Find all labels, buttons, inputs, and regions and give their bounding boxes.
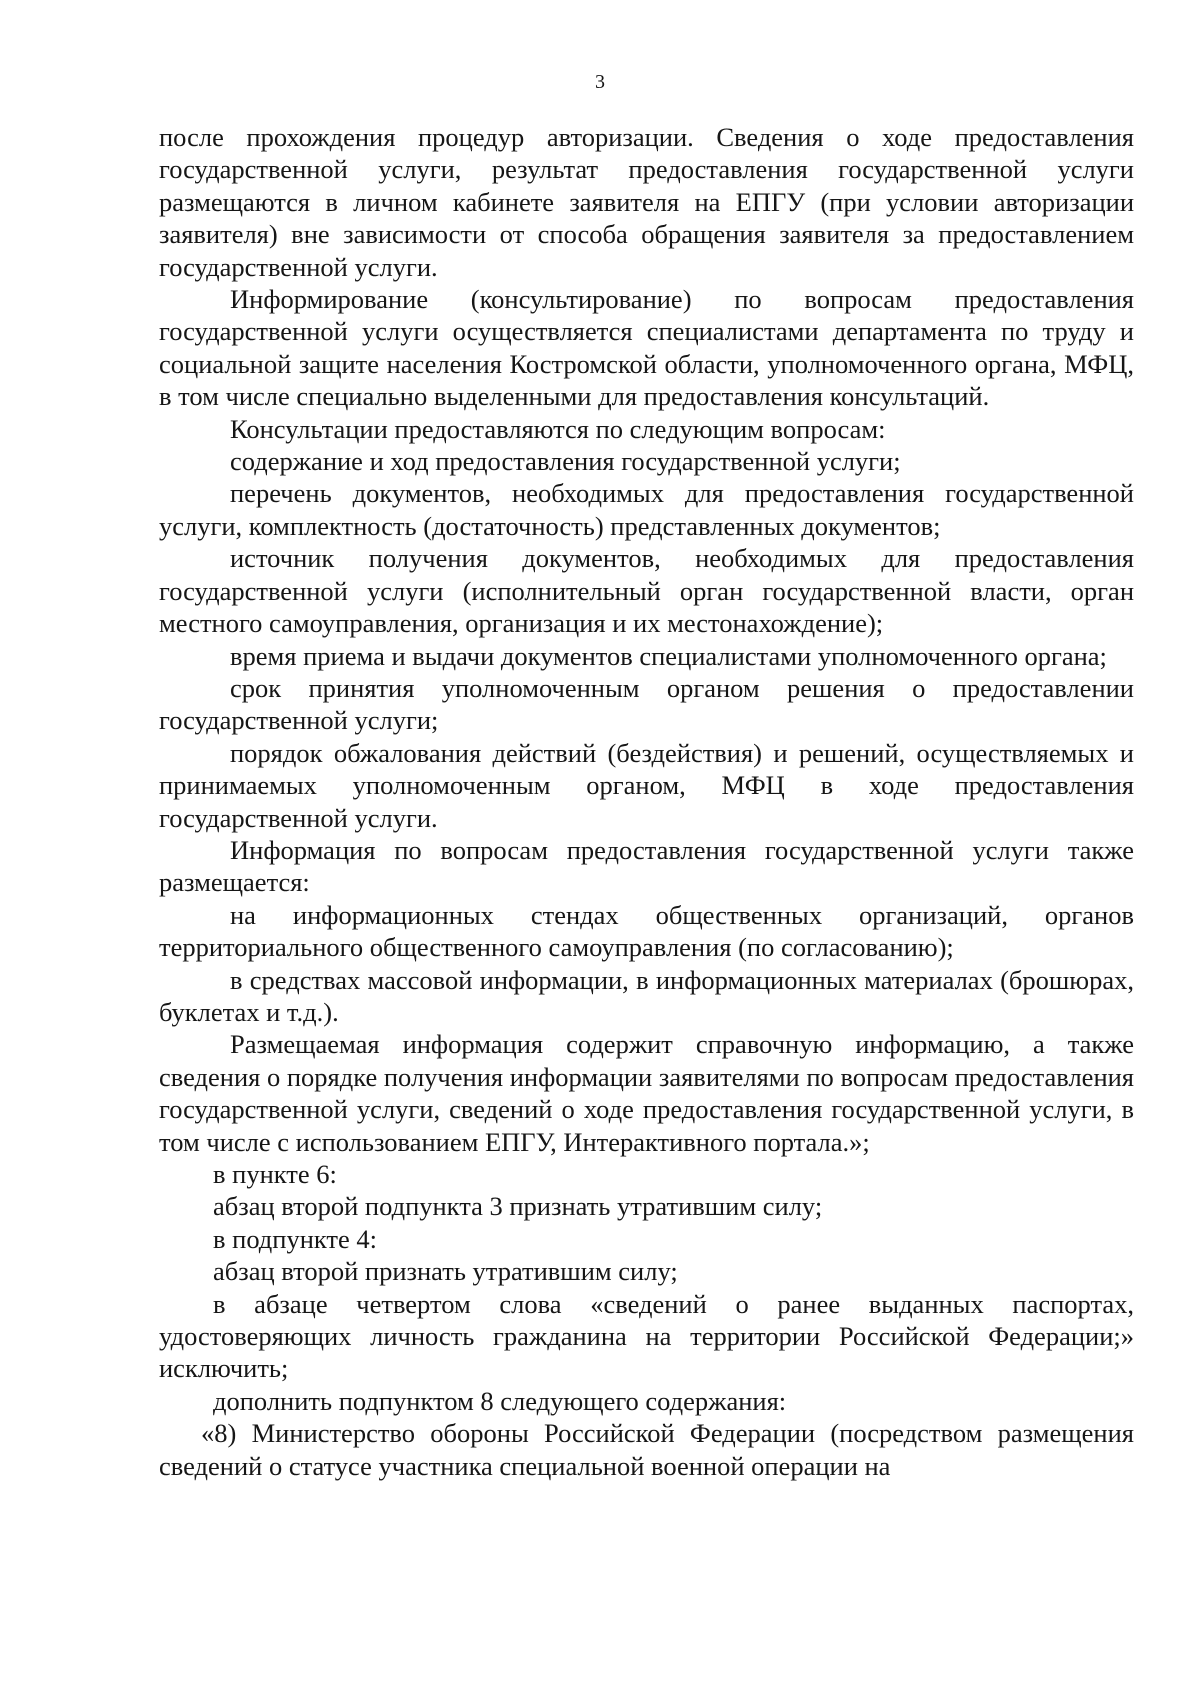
page-number: 3 xyxy=(595,71,605,93)
paragraph-item-documents-list: перечень документов, необходимых для предоставления государственной услуги, комплектность (достаточность) представленных документов; xyxy=(159,478,1134,541)
paragraph-item-reception-time: время приема и выдачи документов специалистами уполномоченного органа; xyxy=(230,640,1107,671)
paragraph-add-subclause-8: дополнить подпунктом 8 следующего содержания: xyxy=(213,1385,787,1416)
paragraph-in-clause-6: в пункте 6: xyxy=(213,1159,337,1189)
paragraph-informing: Информирование (консультирование) по вопросам предоставления государственной услуги осуществляется специалистами департамента по труду и социальной защите населения Костромской области, уполномоченного органа, МФЦ, в том числе специально выделенными для предоставления консультаций. xyxy=(159,284,1134,412)
paragraph-second-abzac-void: абзац второй признать утратившим силу; xyxy=(213,1256,678,1287)
paragraph-consultations-intro: Консультации предоставляются по следующим вопросам: xyxy=(230,413,886,444)
paragraph-in-subclause-4: в подпункте 4: xyxy=(213,1223,378,1254)
paragraph-info-also-placed: Информация по вопросам предоставления государственной услуги также размещается: xyxy=(159,834,1134,898)
paragraph-placed-info-content: Размещаемая информация содержит справочную информацию, а также сведения о порядке получения информации заявителями по вопросам предоставления государственной услуги, сведений о ходе предоставления государственной услуги, в том числе с использованием ЕПГУ, Интерактивного портала.»; xyxy=(159,1029,1134,1157)
paragraph-fourth-abzac-exclude: в абзаце четвертом слова «сведений о ранее выданных паспортах, удостоверяющих личность гражданина на территории Российской Федерации;» исключить; xyxy=(159,1288,1134,1384)
paragraph-authorization: после прохождения процедур авторизации. Сведения о ходе предоставления государственной услуги, результат предоставления государственной услуги размещаются в личном кабинете заявителя на ЕПГУ (при условии авторизации заявителя) вне зависимости от способа обращения заявителя за предоставлением государственной услуги. xyxy=(159,122,1134,282)
document-body xyxy=(159,121,1134,1482)
paragraph-item-decision-term: срок принятия уполномоченным органом решения о предоставлении государственной услуги; xyxy=(159,672,1134,736)
paragraph-subclause-3-void: абзац второй подпункта 3 признать утратившим силу; xyxy=(213,1191,823,1222)
paragraph-item-appeal-procedure: порядок обжалования действий (бездействия) и решений, осуществляемых и принимаемых уполномоченным органом, МФЦ в ходе предоставления государственной услуги. xyxy=(159,737,1134,833)
paragraph-subclause-8-text: «8) Министерство обороны Российской Федерации (посредством размещения сведений о статусе участника специальной военной операции на xyxy=(159,1418,1134,1481)
paragraph-item-stands: на информационных стендах общественных организаций, органов территориального общественного самоуправления (по согласованию); xyxy=(159,899,1134,963)
paragraph-item-content: содержание и ход предоставления государственной услуги; xyxy=(230,446,901,477)
paragraph-item-media: в средствах массовой информации, в информационных материалах (брошюрах, буклетах и т.д.). xyxy=(159,964,1134,1027)
paragraph-item-documents-source: источник получения документов, необходимых для предоставления государственной услуги (исполнительный орган государственной власти, орган местного самоуправления, организация и их местонахождение); xyxy=(159,543,1134,639)
